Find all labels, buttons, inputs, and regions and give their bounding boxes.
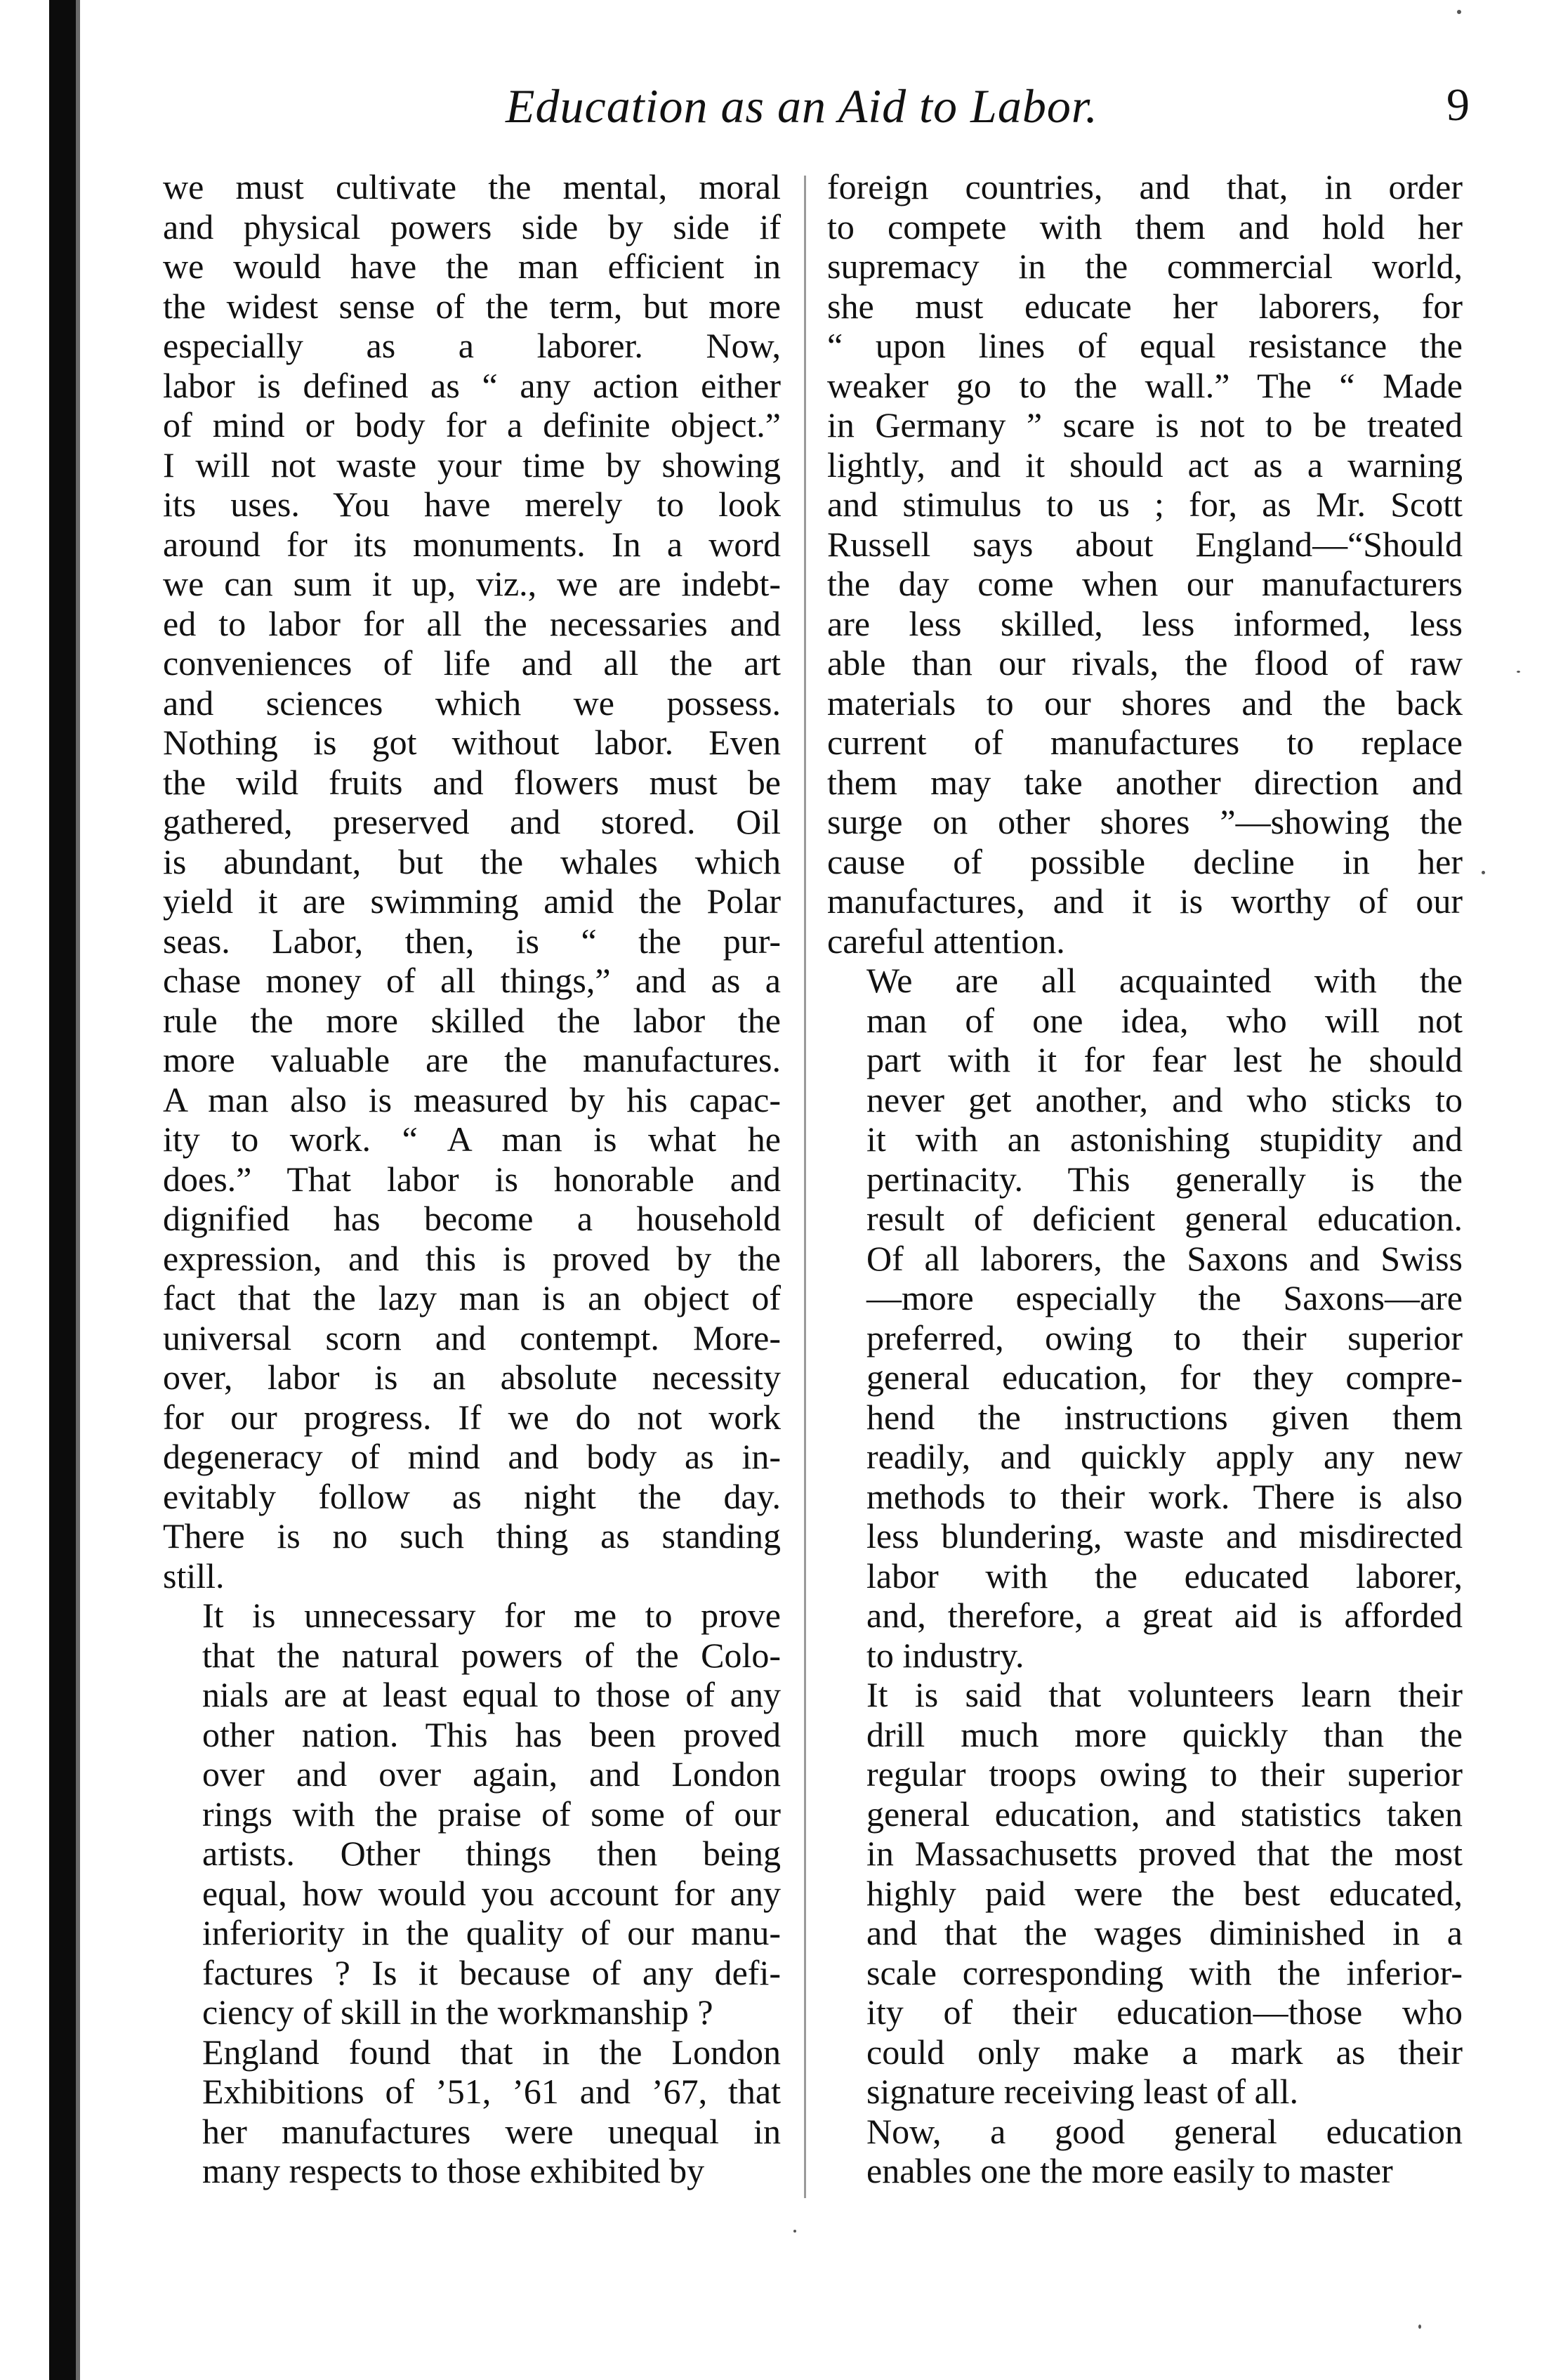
text-line: cause of possible decline in her bbox=[827, 841, 1463, 881]
text-line: seas. Labor, then, is “ the pur- bbox=[163, 921, 781, 961]
text-line: in Germany ” scare is not to be treated bbox=[827, 405, 1463, 445]
text-line: fact that the lazy man is an object of bbox=[163, 1278, 781, 1317]
text-line: inferiority in the quality of our manu- bbox=[202, 1913, 781, 1952]
paragraph bbox=[827, 961, 1463, 1675]
text-line: surge on other shores ”—showing the bbox=[827, 802, 1463, 841]
text-line: ity to work. “ A man is what he bbox=[163, 1119, 781, 1159]
text-line: does.” That labor is honorable and bbox=[163, 1159, 781, 1199]
text-line: it with an astonishing stupidity and bbox=[866, 1119, 1463, 1159]
text-line: gathered, preserved and stored. Oil bbox=[163, 802, 781, 841]
text-line: “ upon lines of equal resistance the bbox=[827, 326, 1463, 365]
text-line: many respects to those exhibited by bbox=[202, 2151, 705, 2190]
column-rule bbox=[804, 176, 806, 2198]
text-line: degeneracy of mind and body as in- bbox=[163, 1437, 781, 1476]
text-line: around for its monuments. In a word bbox=[163, 524, 781, 564]
text-line: supremacy in the commercial world, bbox=[827, 246, 1463, 286]
paper-speck bbox=[1418, 2325, 1421, 2329]
text-line: Of all laborers, the Saxons and Swiss bbox=[866, 1238, 1463, 1278]
text-line: her manufactures were unequal in bbox=[202, 2111, 781, 2151]
text-line: the widest sense of the term, but more bbox=[163, 286, 781, 326]
text-line: dignified has become a household bbox=[163, 1199, 781, 1238]
text-line: conveniences of life and all the art bbox=[163, 643, 781, 683]
left-column bbox=[163, 167, 781, 2191]
text-line: ed to labor for all the necessaries and bbox=[163, 603, 781, 643]
text-line: careful attention. bbox=[827, 921, 1065, 961]
text-line: ity of their education—those who bbox=[866, 1992, 1463, 2032]
paper-speck bbox=[1482, 871, 1485, 874]
text-line: less blundering, waste and misdirected bbox=[866, 1516, 1463, 1556]
text-line: evitably follow as night the day. bbox=[163, 1476, 781, 1516]
running-title: Education as an Aid to Labor. bbox=[506, 79, 1098, 133]
text-line: over, labor is an absolute necessity bbox=[163, 1357, 781, 1397]
text-line: preferred, owing to their superior bbox=[866, 1317, 1463, 1357]
paragraph bbox=[827, 1675, 1463, 2112]
paragraph bbox=[163, 167, 781, 1596]
text-line: general education, for they compre- bbox=[866, 1357, 1463, 1397]
text-line: over and over again, and London bbox=[202, 1754, 781, 1794]
text-line: lightly, and it should act as a warning bbox=[827, 445, 1463, 485]
text-line: manufactures, and it is worthy of our bbox=[827, 881, 1463, 921]
text-line: of mind or body for a definite object.” bbox=[163, 405, 781, 445]
text-line: weaker go to the wall.” The “ Made bbox=[827, 365, 1463, 405]
text-line: labor with the educated laborer, bbox=[866, 1556, 1463, 1596]
text-line: labor is defined as “ any action either bbox=[163, 365, 781, 405]
text-line: foreign countries, and that, in order bbox=[827, 167, 1463, 206]
text-line: regular troops owing to their superior bbox=[866, 1754, 1463, 1794]
text-line: Exhibitions of ’51, ’61 and ’67, that bbox=[202, 2072, 781, 2111]
text-line: ciency of skill in the workmanship ? bbox=[202, 1992, 713, 2032]
text-line: result of deficient general education. bbox=[866, 1199, 1463, 1238]
text-line: Now, a good general education bbox=[866, 2111, 1463, 2151]
text-line: It is said that volunteers learn their bbox=[866, 1675, 1463, 1714]
text-line: still. bbox=[163, 1556, 225, 1596]
text-line: that the natural powers of the Colo- bbox=[202, 1635, 781, 1675]
text-line: highly paid were the best educated, bbox=[866, 1873, 1463, 1913]
text-line: and sciences which we possess. bbox=[163, 683, 781, 723]
page-number: 9 bbox=[1446, 79, 1470, 131]
text-line: could only make a mark as their bbox=[866, 2032, 1463, 2072]
text-line: them may take another direction and bbox=[827, 762, 1463, 802]
text-line: man of one idea, who will not bbox=[866, 1000, 1463, 1040]
paper-speck bbox=[793, 2230, 796, 2233]
paragraph bbox=[163, 1596, 781, 2032]
text-line: pertinacity. This generally is the bbox=[866, 1159, 1463, 1199]
text-line: signature receiving least of all. bbox=[866, 2072, 1299, 2111]
text-line: never get another, and who sticks to bbox=[866, 1079, 1463, 1119]
text-line: we must cultivate the mental, moral bbox=[163, 167, 781, 206]
text-line: are less skilled, less informed, less bbox=[827, 603, 1463, 643]
text-line: for our progress. If we do not work bbox=[163, 1397, 781, 1437]
right-column bbox=[827, 167, 1463, 2191]
text-line: and, therefore, a great aid is afforded bbox=[866, 1596, 1463, 1635]
paragraph bbox=[827, 167, 1463, 961]
text-line: the wild fruits and flowers must be bbox=[163, 762, 781, 802]
text-line: yield it are swimming amid the Polar bbox=[163, 881, 781, 921]
paragraph bbox=[163, 2032, 781, 2191]
text-line: hend the instructions given them bbox=[866, 1397, 1463, 1437]
text-line: especially as a laborer. Now, bbox=[163, 326, 781, 365]
text-line: current of manufactures to replace bbox=[827, 723, 1463, 762]
text-line: factures ? Is it because of any defi- bbox=[202, 1952, 781, 1992]
text-line: general education, and statistics taken bbox=[866, 1794, 1463, 1834]
text-line: materials to our shores and the back bbox=[827, 683, 1463, 723]
text-line: equal, how would you account for any bbox=[202, 1873, 781, 1913]
text-line: We are all acquainted with the bbox=[866, 961, 1463, 1000]
text-line: Russell says about England—“Should bbox=[827, 524, 1463, 564]
text-line: nials are at least equal to those of any bbox=[202, 1675, 781, 1714]
text-line: England found that in the London bbox=[202, 2032, 781, 2072]
text-line: I will not waste your time by showing bbox=[163, 445, 781, 485]
text-line: we can sum it up, viz., we are indebt- bbox=[163, 564, 781, 603]
text-line: the day come when our manufacturers bbox=[827, 564, 1463, 603]
text-line: There is no such thing as standing bbox=[163, 1516, 781, 1556]
text-line: other nation. This has been proved bbox=[202, 1714, 781, 1754]
text-line: we would have the man efficient in bbox=[163, 246, 781, 286]
text-line: rule the more skilled the labor the bbox=[163, 1000, 781, 1040]
text-line: to industry. bbox=[866, 1635, 1024, 1675]
text-line: readily, and quickly apply any new bbox=[866, 1437, 1463, 1476]
text-line: part with it for fear lest he should bbox=[866, 1040, 1463, 1079]
text-line: expression, and this is proved by the bbox=[163, 1238, 781, 1278]
text-line: chase money of all things,” and as a bbox=[163, 961, 781, 1000]
text-line: its uses. You have merely to look bbox=[163, 485, 781, 524]
paragraph bbox=[827, 2112, 1463, 2191]
text-line: A man also is measured by his capac- bbox=[163, 1079, 781, 1119]
text-line: in Massachusetts proved that the most bbox=[866, 1834, 1463, 1873]
text-line: It is unnecessary for me to prove bbox=[202, 1596, 781, 1635]
text-line: Nothing is got without labor. Even bbox=[163, 723, 781, 762]
text-line: universal scorn and contempt. More- bbox=[163, 1317, 781, 1357]
text-line: she must educate her laborers, for bbox=[827, 286, 1463, 326]
text-line: and physical powers side by side if bbox=[163, 206, 781, 246]
text-line: scale corresponding with the inferior- bbox=[866, 1952, 1463, 1992]
text-line: to compete with them and hold her bbox=[827, 206, 1463, 246]
text-line: and that the wages diminished in a bbox=[866, 1913, 1463, 1952]
text-line: methods to their work. There is also bbox=[866, 1476, 1463, 1516]
text-line: artists. Other things then being bbox=[202, 1834, 781, 1873]
binding-shadow bbox=[49, 0, 76, 2380]
paper-speck bbox=[1457, 10, 1461, 14]
binding-edge bbox=[76, 0, 80, 2380]
text-line: rings with the praise of some of our bbox=[202, 1794, 781, 1834]
paper-speck bbox=[1517, 671, 1520, 673]
text-line: more valuable are the manufactures. bbox=[163, 1040, 781, 1079]
text-line: is abundant, but the whales which bbox=[163, 841, 781, 881]
text-line: enables one the more easily to master bbox=[866, 2151, 1393, 2190]
text-line: able than our rivals, the flood of raw bbox=[827, 643, 1463, 683]
text-line: drill much more quickly than the bbox=[866, 1714, 1463, 1754]
text-line: —more especially the Saxons—are bbox=[866, 1278, 1463, 1317]
text-line: and stimulus to us ; for, as Mr. Scott bbox=[827, 485, 1463, 524]
